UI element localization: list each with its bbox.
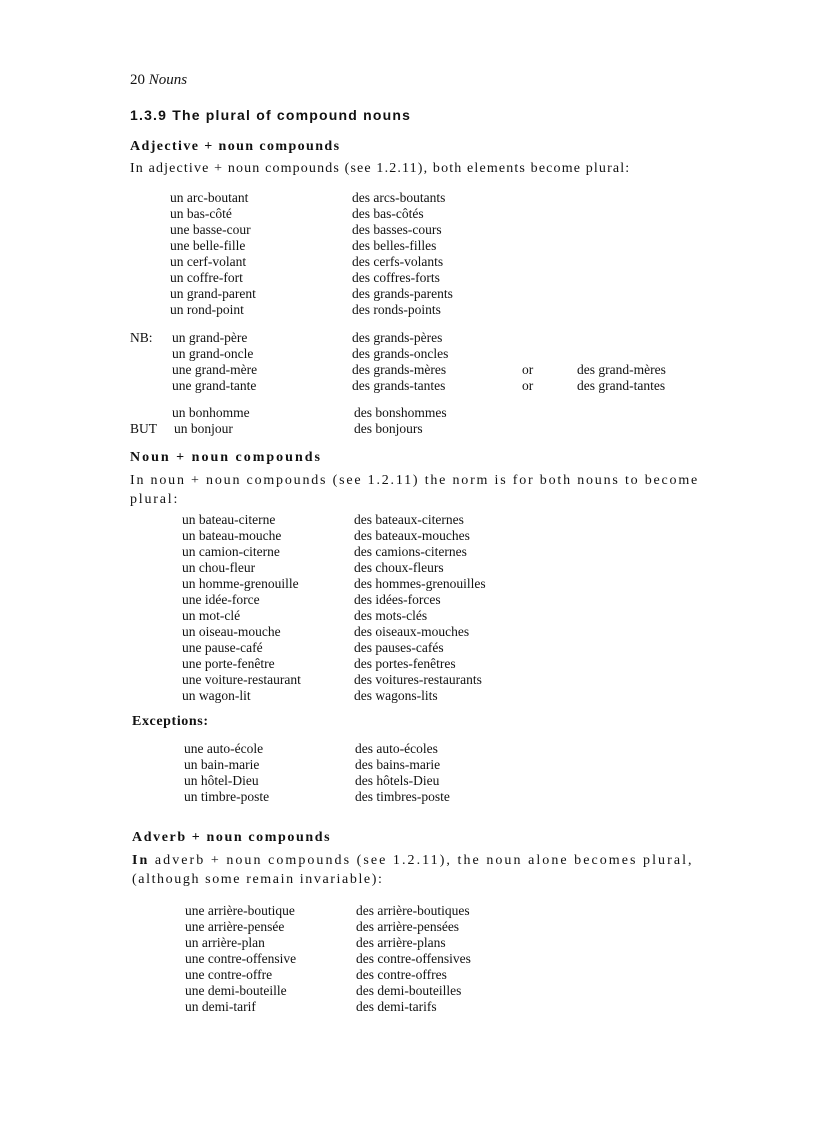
- nb-label: NB:: [130, 330, 153, 345]
- singular-form: un bateau-citerne: [182, 512, 276, 527]
- section-heading: 1.3.9 The plural of compound nouns: [130, 107, 412, 123]
- plural-form: des bas-côtés: [352, 206, 424, 221]
- adjective-noun-list: [0, 190, 816, 318]
- singular-form: un grand-parent: [170, 286, 256, 301]
- list-item: [0, 592, 816, 608]
- plural-form: des grands-tantes: [352, 378, 446, 393]
- list-item: [0, 624, 816, 640]
- noun-noun-list: [0, 512, 816, 704]
- plural-form: des grands-parents: [352, 286, 453, 301]
- adverb-noun-intro-line2: (although some remain invariable):: [132, 872, 384, 887]
- singular-form: un cerf-volant: [170, 254, 247, 269]
- list-item: [0, 757, 816, 773]
- plural-form: des mots-clés: [354, 608, 428, 623]
- plural-form: des idées-forces: [354, 592, 441, 607]
- singular-form: un grand-père: [172, 330, 248, 345]
- plural-form: des pauses-cafés: [354, 640, 444, 655]
- singular-form: une idée-force: [182, 592, 260, 607]
- list-item: [0, 421, 816, 437]
- plural-form: des grands-mères: [352, 362, 447, 377]
- plural-form: des belles-filles: [352, 238, 437, 253]
- singular-form: une contre-offensive: [185, 951, 297, 966]
- list-item: [0, 544, 816, 560]
- noun-noun-intro-line1: In noun + noun compounds (see 1.2.11) the norm is for both nouns to become: [130, 473, 700, 488]
- singular-form: un homme-grenouille: [182, 576, 299, 591]
- plural-form: des arrière-pensées: [356, 919, 460, 934]
- list-item: [0, 983, 816, 999]
- singular-form: un arrière-plan: [185, 935, 265, 950]
- plural-form: des timbres-poste: [355, 789, 450, 804]
- plural-form: des coffres-forts: [352, 270, 440, 285]
- adverb-noun-list: [0, 903, 816, 1015]
- plural-form: des demi-tarifs: [356, 999, 437, 1014]
- exceptions-heading: Exceptions:: [132, 714, 209, 729]
- plural-form: des arrière-boutiques: [356, 903, 470, 918]
- plural-form: des cerfs-volants: [352, 254, 444, 269]
- list-item: [0, 608, 816, 624]
- list-item: [0, 919, 816, 935]
- adjective-noun-intro: In adjective + noun compounds (see 1.2.11), both elements become plural:: [130, 161, 631, 176]
- singular-form: un bas-côté: [170, 206, 232, 221]
- plural-form: des bains-marie: [355, 757, 441, 772]
- plural-form: des hommes-grenouilles: [354, 576, 486, 591]
- singular-form: un mot-clé: [182, 608, 241, 623]
- singular-form: un chou-fleur: [182, 560, 256, 575]
- list-item: [0, 773, 816, 789]
- list-item: [0, 967, 816, 983]
- plural-form: des arrière-plans: [356, 935, 446, 950]
- singular-form: une auto-école: [184, 741, 264, 756]
- plural-form: des portes-fenêtres: [354, 656, 456, 671]
- plural-form: des wagons-lits: [354, 688, 438, 703]
- plural-form: des grands-oncles: [352, 346, 449, 361]
- or-label: or: [522, 362, 534, 377]
- list-item: [0, 405, 816, 421]
- list-item: [0, 688, 816, 704]
- nb-list: [0, 330, 816, 394]
- plural-form: des bateaux-mouches: [354, 528, 470, 543]
- singular-form: une arrière-boutique: [185, 903, 295, 918]
- list-item: [0, 512, 816, 528]
- list-item: [0, 206, 816, 222]
- but-label: BUT: [130, 421, 157, 436]
- alternative-plural: des grand-mères: [577, 362, 666, 377]
- singular-form: un timbre-poste: [184, 789, 270, 804]
- singular-form: un coffre-fort: [170, 270, 243, 285]
- list-item: [0, 903, 816, 919]
- list-item: [0, 935, 816, 951]
- singular-form: une demi-bouteille: [185, 983, 287, 998]
- list-item: [0, 330, 816, 346]
- list-item: [0, 362, 816, 378]
- singular-form: une belle-fille: [170, 238, 246, 253]
- plural-form: des bonshommes: [354, 405, 447, 420]
- page-number: 20: [130, 72, 145, 88]
- or-label: or: [522, 378, 534, 393]
- alternative-plural: des grand-tantes: [577, 378, 666, 393]
- list-item: [0, 741, 816, 757]
- list-item: [0, 789, 816, 805]
- singular-form: un hôtel-Dieu: [184, 773, 259, 788]
- plural-form: des bonjours: [354, 421, 423, 436]
- exceptions-list: [0, 741, 816, 805]
- singular-form: un bonhomme: [172, 405, 250, 420]
- singular-form: un oiseau-mouche: [182, 624, 281, 639]
- list-item: [0, 640, 816, 656]
- singular-form: une contre-offre: [185, 967, 273, 982]
- plural-form: des contre-offensives: [356, 951, 471, 966]
- singular-form: une pause-café: [182, 640, 263, 655]
- list-item: [0, 560, 816, 576]
- adjective-noun-heading: Adjective + noun compounds: [130, 139, 341, 154]
- singular-form: une basse-cour: [170, 222, 251, 237]
- plural-form: des oiseaux-mouches: [354, 624, 470, 639]
- singular-form: un grand-oncle: [172, 346, 254, 361]
- list-item: [0, 270, 816, 286]
- plural-form: des grands-pères: [352, 330, 443, 345]
- plural-form: des auto-écoles: [355, 741, 438, 756]
- list-item: [0, 286, 816, 302]
- singular-form: une grand-tante: [172, 378, 257, 393]
- singular-form: une arrière-pensée: [185, 919, 285, 934]
- list-item: [0, 302, 816, 318]
- list-item: [0, 576, 816, 592]
- plural-form: des voitures-restaurants: [354, 672, 482, 687]
- plural-form: des basses-cours: [352, 222, 442, 237]
- plural-form: des ronds-points: [352, 302, 441, 317]
- list-item: [0, 528, 816, 544]
- plural-form: des bateaux-citernes: [354, 512, 464, 527]
- singular-form: un camion-citerne: [182, 544, 280, 559]
- noun-noun-heading: Noun + noun compounds: [130, 450, 322, 465]
- singular-form: une voiture-restaurant: [182, 672, 301, 687]
- running-head: [130, 72, 187, 89]
- intro-rest: adverb + noun compounds (see 1.2.11), the noun alone becomes plural,: [149, 853, 694, 868]
- singular-form: un bain-marie: [184, 757, 260, 772]
- singular-form: un bonjour: [174, 421, 233, 436]
- noun-noun-intro-line2: plural:: [130, 492, 180, 507]
- list-item: [0, 378, 816, 394]
- plural-form: des contre-offres: [356, 967, 447, 982]
- plural-form: des demi-bouteilles: [356, 983, 462, 998]
- singular-form: un rond-point: [170, 302, 244, 317]
- but-list: [0, 405, 816, 437]
- plural-form: des choux-fleurs: [354, 560, 444, 575]
- intro-lead-word: In: [132, 853, 150, 868]
- list-item: [0, 951, 816, 967]
- plural-form: des hôtels-Dieu: [355, 773, 440, 788]
- list-item: [0, 656, 816, 672]
- list-item: [0, 190, 816, 206]
- list-item: [0, 999, 816, 1015]
- singular-form: un arc-boutant: [170, 190, 249, 205]
- running-title: Nouns: [148, 72, 188, 88]
- adverb-noun-heading: Adverb + noun compounds: [132, 830, 332, 845]
- plural-form: des camions-citernes: [354, 544, 467, 559]
- list-item: [0, 254, 816, 270]
- singular-form: un demi-tarif: [185, 999, 256, 1014]
- list-item: [0, 346, 816, 362]
- singular-form: une porte-fenêtre: [182, 656, 275, 671]
- singular-form: un bateau-mouche: [182, 528, 282, 543]
- plural-form: des arcs-boutants: [352, 190, 446, 205]
- singular-form: un wagon-lit: [182, 688, 251, 703]
- adverb-noun-intro-line1: [132, 851, 694, 870]
- singular-form: une grand-mère: [172, 362, 258, 377]
- list-item: [0, 222, 816, 238]
- list-item: [0, 672, 816, 688]
- list-item: [0, 238, 816, 254]
